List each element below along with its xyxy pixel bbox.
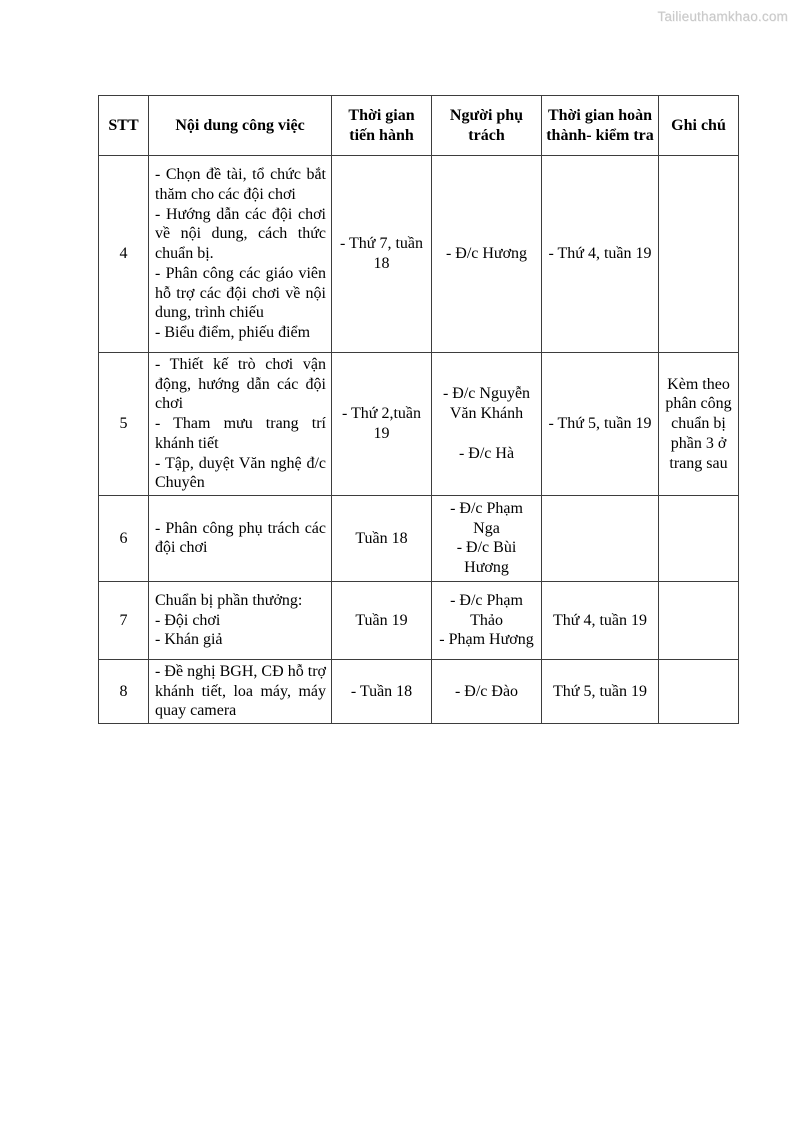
person-line: - Đ/c Phạm Thảo bbox=[450, 591, 523, 629]
table-row-5 bbox=[99, 353, 739, 496]
content-line: - Phân công phụ trách các đội chơi bbox=[155, 519, 326, 557]
cell-content bbox=[149, 581, 332, 659]
content-line: - Thiết kế trò chơi vận động, hướng dẫn các đội chơi bbox=[155, 356, 326, 413]
cell-stt: 4 bbox=[99, 156, 149, 353]
cell-complete: - Thứ 5, tuần 19 bbox=[542, 353, 659, 496]
content-line: - Tham mưu trang trí khánh tiết bbox=[155, 415, 326, 452]
cell-note bbox=[659, 581, 739, 659]
cell-content bbox=[149, 495, 332, 581]
header-row bbox=[99, 96, 739, 156]
person-line: - Đ/c Hà bbox=[458, 444, 515, 462]
content-line: - Chọn đề tài, tổ chức bắt thăm cho các đội chơi bbox=[155, 166, 326, 204]
cell-note bbox=[659, 659, 739, 723]
person-line: - Đ/c Nguyễn Văn Khánh bbox=[442, 385, 531, 423]
content-line: - Đội chơi bbox=[155, 611, 221, 629]
col-header-stt: STT bbox=[99, 96, 149, 156]
person-line: - Đ/c Hương bbox=[445, 245, 528, 263]
col-header-thoi-gian-tien-hanh: Thời gian tiến hành bbox=[332, 96, 432, 156]
cell-person bbox=[432, 659, 542, 723]
cell-person bbox=[432, 353, 542, 496]
cell-time: Tuần 19 bbox=[332, 581, 432, 659]
content-line: - Biểu điểm, phiếu điểm bbox=[155, 323, 311, 341]
cell-complete: - Thứ 4, tuần 19 bbox=[542, 156, 659, 353]
content-line: - Phân công các giáo viên hỗ trợ các đội chơi về nội dung, trình chiếu bbox=[155, 264, 326, 322]
content-line: - Đề nghị BGH, CĐ hỗ trợ khánh tiết, loa máy, máy quay camera bbox=[155, 662, 326, 720]
cell-stt: 8 bbox=[99, 659, 149, 723]
work-schedule-table bbox=[98, 95, 739, 724]
cell-time: Tuần 18 bbox=[332, 495, 432, 581]
col-header-noi-dung: Nội dung công việc bbox=[149, 96, 332, 156]
cell-complete: Thứ 4, tuần 19 bbox=[542, 581, 659, 659]
watermark-text: Tailieuthamkhao.com bbox=[657, 9, 788, 24]
table-row-6 bbox=[99, 495, 739, 581]
table-row-4 bbox=[99, 156, 739, 353]
person-line: - Đ/c Đào bbox=[454, 682, 519, 700]
cell-note bbox=[659, 495, 739, 581]
cell-content bbox=[149, 659, 332, 723]
content-line: Chuẩn bị phần thưởng: bbox=[155, 591, 303, 609]
cell-person bbox=[432, 581, 542, 659]
col-header-nguoi-phu-trach: Người phụ trách bbox=[432, 96, 542, 156]
content-line: - Hướng dẫn các đội chơi về nội dung, cách thức chuẩn bị. bbox=[155, 205, 326, 263]
cell-complete bbox=[542, 495, 659, 581]
col-header-ghi-chu: Ghi chú bbox=[659, 96, 739, 156]
person-line: - Đ/c Phạm Nga bbox=[450, 500, 523, 537]
cell-person bbox=[432, 495, 542, 581]
content-line: - Khán giả bbox=[155, 631, 223, 649]
cell-note: Kèm theo phân công chuẩn bị phần 3 ở trang sau bbox=[659, 353, 739, 496]
cell-time: - Thứ 2,tuần 19 bbox=[332, 353, 432, 496]
cell-stt: 6 bbox=[99, 495, 149, 581]
cell-stt: 5 bbox=[99, 353, 149, 496]
person-line: - Đ/c Bùi Hương bbox=[456, 539, 517, 577]
cell-content bbox=[149, 353, 332, 496]
cell-person bbox=[432, 156, 542, 353]
col-header-thoi-gian-hoan-thanh: Thời gian hoàn thành- kiểm tra bbox=[542, 96, 659, 156]
table-row-7 bbox=[99, 581, 739, 659]
cell-note bbox=[659, 156, 739, 353]
cell-time: - Tuần 18 bbox=[332, 659, 432, 723]
cell-time: - Thứ 7, tuần 18 bbox=[332, 156, 432, 353]
content-line: - Tập, duyệt Văn nghệ đ/c Chuyên bbox=[155, 454, 326, 492]
cell-stt: 7 bbox=[99, 581, 149, 659]
cell-content bbox=[149, 156, 332, 353]
cell-complete: Thứ 5, tuần 19 bbox=[542, 659, 659, 723]
table-row-8 bbox=[99, 659, 739, 723]
person-line: - Phạm Hương bbox=[439, 631, 534, 649]
